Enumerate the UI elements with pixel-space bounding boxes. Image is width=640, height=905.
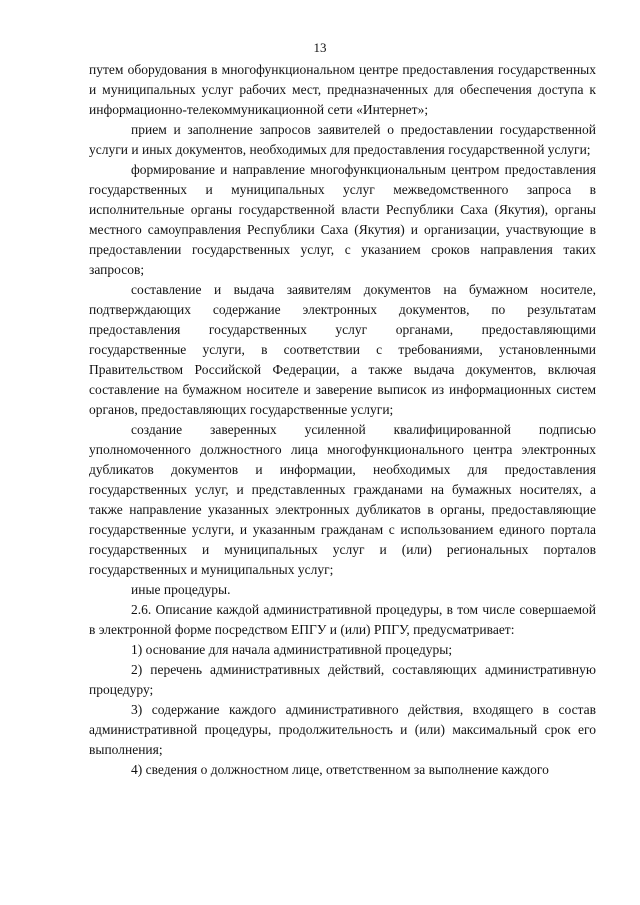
paragraph-2: прием и заполнение запросов заявителей о предоставлении государственной услуги и иных документов, необходимых для предоставления государственной услуги; [89, 122, 596, 157]
page-number: 13 [313, 40, 327, 55]
paragraph-5: создание заверенных усиленной квалифицированной подписью уполномоченного должностного лица многофункционального центра электронных дубликатов документов и информации, необходимых для предоставления государственных услуг, и представленных гражданами на бумажных носителях, а также направление указанных электронных дубликатов в органы, предоставляющие государственные услуги, и указанным гражданам с использованием единого портала государственных и муниципальных услуг и (или) региональных порталов государственных и муниципальных услуг; [89, 422, 596, 577]
paragraph-4: составление и выдача заявителям документов на бумажном носителе, подтверждающих содержание электронных документов, по результатам предоставления государственных услуг органами, предоставляющими государственные услуги, в соответствии с требованиями, установленными Правительством Российской Федерации, а также выдача документов, включая составление на бумажном носителе и заверение выписок из информационных систем органов, предоставляющих государственные услуги; [89, 282, 596, 417]
paragraph-9: 2) перечень административных действий, составляющих административную процедуру; [89, 662, 596, 697]
paragraph-6: иные процедуры. [131, 582, 231, 597]
paragraph-1: путем оборудования в многофункциональном центре предоставления государственных и муниципальных услуг рабочих мест, предназначенных для обеспечения доступа к информационно-телекоммуникационной сети «Интернет»; [89, 62, 596, 117]
paragraph-8: 1) основание для начала административной процедуры; [131, 642, 453, 657]
document-body [89, 60, 596, 780]
paragraph-3: формирование и направление многофункциональным центром предоставления государственных и муниципальных услуг межведомственного запроса в исполнительные органы государственной власти Республики Саха (Якутия), органы местного самоуправления Республики Саха (Якутия) и организации, участвующие в предоставлении государственных услуг, с указанием сроков направления таких запросов; [89, 162, 596, 277]
paragraph-7: 2.6. Описание каждой административной процедуры, в том числе совершаемой в электронной форме посредством ЕПГУ и (или) РПГУ, предусматривает: [89, 602, 596, 637]
paragraph-11: 4) сведения о должностном лице, ответственном за выполнение каждого [131, 762, 549, 777]
paragraph-10: 3) содержание каждого административного действия, входящего в состав административной процедуры, продолжительность и (или) максимальный срок его выполнения; [89, 702, 596, 757]
